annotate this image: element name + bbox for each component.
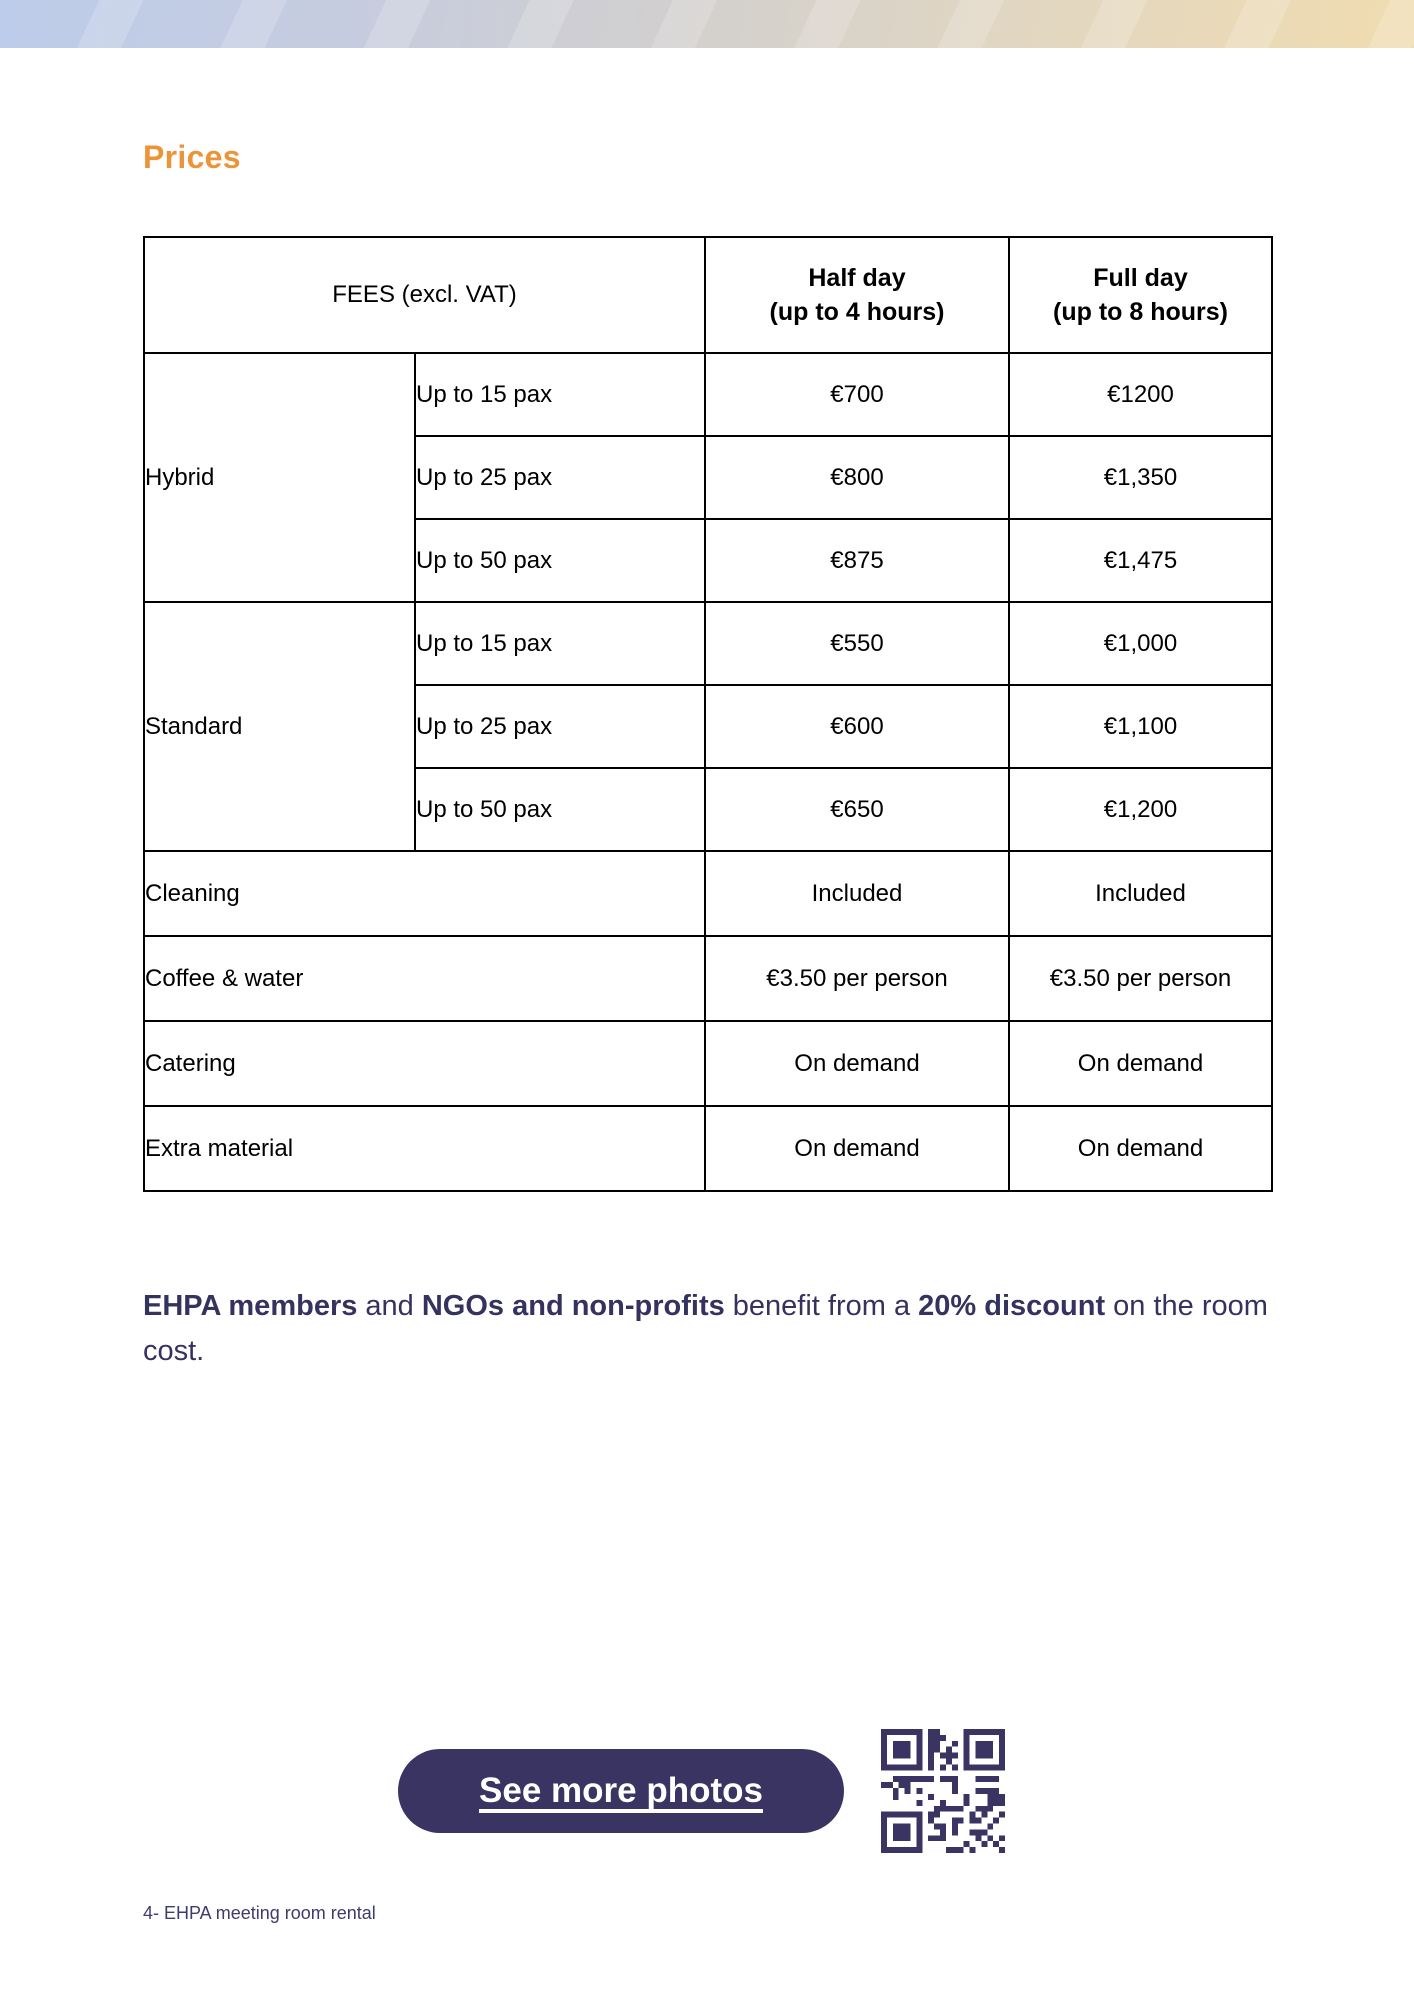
discount-note: [143, 1284, 1303, 1374]
group-label-standard: Standard: [144, 602, 415, 851]
pax-cell: Up to 25 pax: [415, 685, 705, 768]
service-full-cell: On demand: [1009, 1106, 1272, 1191]
see-more-photos-button[interactable]: [398, 1749, 844, 1833]
header-gradient-bar: [0, 0, 1414, 48]
note-ngos: NGOs and non-profits: [421, 1290, 725, 1322]
price-half-cell: €700: [705, 353, 1009, 436]
full-day-line1: Full day: [1093, 264, 1188, 292]
note-text: on the room cost.: [143, 1290, 1268, 1367]
price-half-cell: €875: [705, 519, 1009, 602]
price-full-cell: €1200: [1009, 353, 1272, 436]
fees-header: FEES (excl. VAT): [144, 237, 705, 353]
service-label-coffee-water: Coffee & water: [144, 936, 705, 1021]
table-row: [144, 1106, 1272, 1191]
service-full-cell: On demand: [1009, 1021, 1272, 1106]
service-label-cleaning: Cleaning: [144, 851, 705, 936]
note-text: and: [357, 1290, 422, 1322]
service-half-cell: On demand: [705, 1106, 1009, 1191]
table-row: [144, 1021, 1272, 1106]
pax-cell: Up to 50 pax: [415, 768, 705, 851]
price-half-cell: €800: [705, 436, 1009, 519]
service-half-cell: €3.50 per person: [705, 936, 1009, 1021]
full-day-line2: (up to 8 hours): [1053, 298, 1228, 326]
price-full-cell: €1,475: [1009, 519, 1272, 602]
half-day-line2: (up to 4 hours): [769, 298, 945, 326]
half-day-header: [705, 237, 1009, 353]
gradient-sheen: [0, 0, 1414, 48]
price-full-cell: €1,100: [1009, 685, 1272, 768]
pax-cell: Up to 25 pax: [415, 436, 705, 519]
service-full-cell: Included: [1009, 851, 1272, 936]
pax-cell: Up to 15 pax: [415, 602, 705, 685]
table-row: [144, 602, 1272, 685]
note-discount: 20% discount: [918, 1290, 1106, 1322]
note-text: benefit from a: [724, 1290, 919, 1322]
group-label-hybrid: Hybrid: [144, 353, 415, 602]
pax-cell: Up to 15 pax: [415, 353, 705, 436]
table-row: [144, 353, 1272, 436]
service-full-cell: €3.50 per person: [1009, 936, 1272, 1021]
fees-table: [143, 236, 1273, 1192]
page-footer: 4- EHPA meeting room rental: [143, 1903, 376, 1923]
see-more-photos-label: See more photos: [479, 1771, 763, 1810]
table-row: [144, 936, 1272, 1021]
price-full-cell: €1,200: [1009, 768, 1272, 851]
qr-code-graphic: [881, 1729, 1005, 1853]
full-day-header: [1009, 237, 1272, 353]
half-day-line1: Half day: [808, 264, 906, 292]
price-full-cell: €1,350: [1009, 436, 1272, 519]
qr-code: [881, 1729, 1005, 1853]
price-full-cell: €1,000: [1009, 602, 1272, 685]
service-label-catering: Catering: [144, 1021, 705, 1106]
service-half-cell: Included: [705, 851, 1009, 936]
table-row: [144, 851, 1272, 936]
page-title: Prices: [143, 139, 241, 175]
price-half-cell: €650: [705, 768, 1009, 851]
note-ehpa-members: EHPA members: [143, 1290, 358, 1322]
pax-cell: Up to 50 pax: [415, 519, 705, 602]
service-label-extra-material: Extra material: [144, 1106, 705, 1191]
table-header-row: [144, 237, 1272, 353]
price-half-cell: €600: [705, 685, 1009, 768]
service-half-cell: On demand: [705, 1021, 1009, 1106]
price-half-cell: €550: [705, 602, 1009, 685]
